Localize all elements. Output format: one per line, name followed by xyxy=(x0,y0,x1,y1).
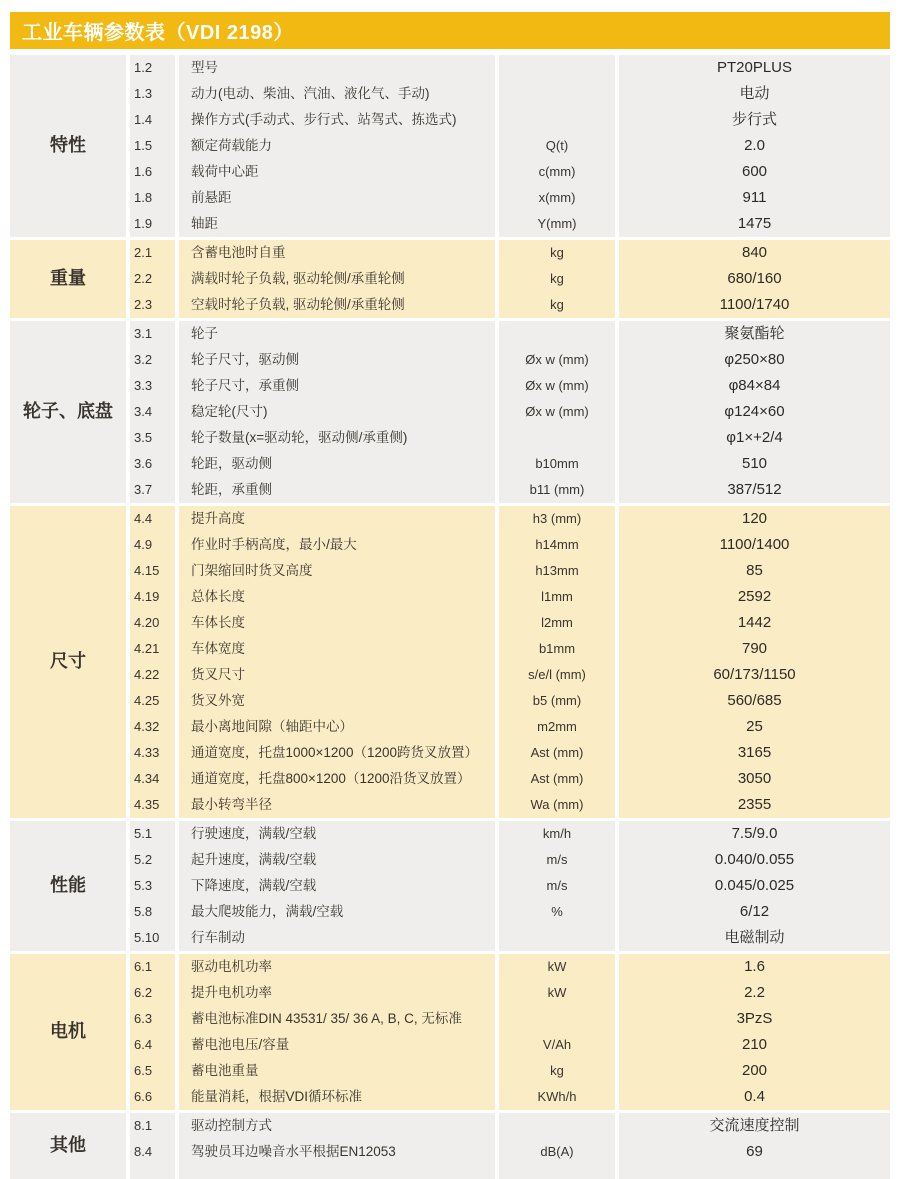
row-number: 3.4 xyxy=(130,399,175,425)
row-value: 69 xyxy=(619,1139,890,1165)
row-unit: % xyxy=(499,899,615,925)
row-unit: km/h xyxy=(499,821,615,847)
row-unit: b1mm xyxy=(499,636,615,662)
row-unit: Ast (mm) xyxy=(499,740,615,766)
row-description: 车体宽度 xyxy=(179,636,495,662)
row-number: 3.6 xyxy=(130,451,175,477)
row-description: 动力(电动、柴油、汽油、液化气、手动) xyxy=(179,81,495,107)
row-number: 1.4 xyxy=(130,107,175,133)
row-description: 含蓄电池时自重 xyxy=(179,240,495,266)
row-description: 操作方式(手动式、步行式、站驾式、拣选式) xyxy=(179,107,495,133)
row-number: 4.19 xyxy=(130,584,175,610)
row-number: 4.20 xyxy=(130,610,175,636)
row-description: 提升电机功率 xyxy=(179,980,495,1006)
row-number: 6.1 xyxy=(130,954,175,980)
row-description: 轮距，驱动侧 xyxy=(179,451,495,477)
row-unit: x(mm) xyxy=(499,185,615,211)
row-value: 2592 xyxy=(619,584,890,610)
row-value: 200 xyxy=(619,1058,890,1084)
table-section xyxy=(10,1113,890,1179)
row-unit: s/e/l (mm) xyxy=(499,662,615,688)
row-number: 4.35 xyxy=(130,792,175,818)
row-unit xyxy=(499,55,615,81)
row-unit: kg xyxy=(499,1058,615,1084)
row-value: 步行式 xyxy=(619,107,890,133)
row-value: 2.2 xyxy=(619,980,890,1006)
row-value: 1475 xyxy=(619,211,890,237)
row-unit xyxy=(499,81,615,107)
table-section xyxy=(10,240,890,318)
row-value: 790 xyxy=(619,636,890,662)
row-value: φ84×84 xyxy=(619,373,890,399)
row-value: 0.045/0.025 xyxy=(619,873,890,899)
row-description: 轮子尺寸，承重侧 xyxy=(179,373,495,399)
row-number: 8.4 xyxy=(130,1139,175,1165)
row-value: 911 xyxy=(619,185,890,211)
row-number: 4.34 xyxy=(130,766,175,792)
row-value: 0.4 xyxy=(619,1084,890,1110)
row-unit: h3 (mm) xyxy=(499,506,615,532)
row-description: 提升高度 xyxy=(179,506,495,532)
row-value: 120 xyxy=(619,506,890,532)
section-label: 电机 xyxy=(10,954,126,1110)
row-number: 4.22 xyxy=(130,662,175,688)
row-description: 货叉尺寸 xyxy=(179,662,495,688)
row-description: 稳定轮(尺寸) xyxy=(179,399,495,425)
row-number: 5.8 xyxy=(130,899,175,925)
row-unit: Øx w (mm) xyxy=(499,347,615,373)
row-value: 3PzS xyxy=(619,1006,890,1032)
row-unit: Wa (mm) xyxy=(499,792,615,818)
row-number: 3.2 xyxy=(130,347,175,373)
row-unit xyxy=(499,321,615,347)
table-section xyxy=(10,954,890,1110)
row-description: 空载时轮子负载, 驱动轮侧/承重轮侧 xyxy=(179,292,495,318)
row-number: 6.4 xyxy=(130,1032,175,1058)
row-value: 600 xyxy=(619,159,890,185)
table-section xyxy=(10,506,890,818)
row-unit: h13mm xyxy=(499,558,615,584)
row-value: 25 xyxy=(619,714,890,740)
row-unit: m/s xyxy=(499,873,615,899)
row-value: 聚氨酯轮 xyxy=(619,321,890,347)
row-unit: l2mm xyxy=(499,610,615,636)
row-unit: b10mm xyxy=(499,451,615,477)
row-value: 387/512 xyxy=(619,477,890,503)
spec-table xyxy=(10,55,890,1179)
table-header-band xyxy=(10,12,890,49)
row-unit: c(mm) xyxy=(499,159,615,185)
row-value: 840 xyxy=(619,240,890,266)
row-number: 1.8 xyxy=(130,185,175,211)
row-number: 5.10 xyxy=(130,925,175,951)
row-unit: m2mm xyxy=(499,714,615,740)
row-value: 3050 xyxy=(619,766,890,792)
row-value: 电动 xyxy=(619,81,890,107)
page-title: 工业车辆参数表（VDI 2198） xyxy=(22,22,294,44)
row-description: 车体长度 xyxy=(179,610,495,636)
row-unit: h14mm xyxy=(499,532,615,558)
row-unit: Y(mm) xyxy=(499,211,615,237)
row-number: 1.3 xyxy=(130,81,175,107)
row-value: 6/12 xyxy=(619,899,890,925)
row-number: 2.2 xyxy=(130,266,175,292)
row-unit xyxy=(499,107,615,133)
row-value: 510 xyxy=(619,451,890,477)
row-value: 2355 xyxy=(619,792,890,818)
row-number: 1.6 xyxy=(130,159,175,185)
row-unit: b5 (mm) xyxy=(499,688,615,714)
row-unit: kg xyxy=(499,266,615,292)
row-value: 680/160 xyxy=(619,266,890,292)
row-number: 1.5 xyxy=(130,133,175,159)
row-value: φ250×80 xyxy=(619,347,890,373)
row-number: 4.9 xyxy=(130,532,175,558)
row-unit: dB(A) xyxy=(499,1139,615,1165)
row-description: 下降速度，满载/空载 xyxy=(179,873,495,899)
row-number: 6.5 xyxy=(130,1058,175,1084)
row-description: 轮距，承重侧 xyxy=(179,477,495,503)
row-number: 3.7 xyxy=(130,477,175,503)
row-description: 驱动电机功率 xyxy=(179,954,495,980)
row-value: φ1×+2/4 xyxy=(619,425,890,451)
row-unit: Øx w (mm) xyxy=(499,399,615,425)
row-value: 1100/1400 xyxy=(619,532,890,558)
row-unit: m/s xyxy=(499,847,615,873)
row-number: 4.25 xyxy=(130,688,175,714)
table-section xyxy=(10,321,890,503)
row-number: 6.6 xyxy=(130,1084,175,1110)
row-value: 60/173/1150 xyxy=(619,662,890,688)
row-description: 行驶速度，满载/空载 xyxy=(179,821,495,847)
row-number: 4.32 xyxy=(130,714,175,740)
row-number: 6.2 xyxy=(130,980,175,1006)
row-number: 4.15 xyxy=(130,558,175,584)
row-description: 蓄电池电压/容量 xyxy=(179,1032,495,1058)
row-description: 轮子尺寸，驱动侧 xyxy=(179,347,495,373)
row-unit xyxy=(499,1006,615,1032)
row-description: 驱动控制方式 xyxy=(179,1113,495,1139)
row-description: 最大爬坡能力，满载/空载 xyxy=(179,899,495,925)
row-unit: b11 (mm) xyxy=(499,477,615,503)
row-description: 行车制动 xyxy=(179,925,495,951)
row-value: 2.0 xyxy=(619,133,890,159)
row-number: 3.1 xyxy=(130,321,175,347)
row-unit xyxy=(499,425,615,451)
section-label: 轮子、底盘 xyxy=(10,321,126,503)
row-value: 7.5/9.0 xyxy=(619,821,890,847)
row-number: 4.33 xyxy=(130,740,175,766)
row-value: PT20PLUS xyxy=(619,55,890,81)
row-description: 最小离地间隙（轴距中心） xyxy=(179,714,495,740)
row-number: 5.1 xyxy=(130,821,175,847)
row-description: 蓄电池标准DIN 43531/ 35/ 36 A, B, C, 无标准 xyxy=(179,1006,495,1032)
section-label: 重量 xyxy=(10,240,126,318)
row-description: 蓄电池重量 xyxy=(179,1058,495,1084)
row-number: 2.3 xyxy=(130,292,175,318)
section-label: 特性 xyxy=(10,55,126,237)
row-unit: kW xyxy=(499,980,615,1006)
row-description: 轮子 xyxy=(179,321,495,347)
row-description: 门架缩回时货叉高度 xyxy=(179,558,495,584)
row-description: 前悬距 xyxy=(179,185,495,211)
row-description: 货叉外宽 xyxy=(179,688,495,714)
row-value: φ124×60 xyxy=(619,399,890,425)
row-unit: Ast (mm) xyxy=(499,766,615,792)
row-description: 轴距 xyxy=(179,211,495,237)
row-description: 轮子数量(x=驱动轮，驱动侧/承重侧) xyxy=(179,425,495,451)
row-number: 4.21 xyxy=(130,636,175,662)
row-unit: kW xyxy=(499,954,615,980)
row-description: 作业时手柄高度，最小/最大 xyxy=(179,532,495,558)
row-number: 2.1 xyxy=(130,240,175,266)
table-section xyxy=(10,821,890,951)
row-number: 1.2 xyxy=(130,55,175,81)
row-description: 满载时轮子负载, 驱动轮侧/承重轮侧 xyxy=(179,266,495,292)
row-description: 起升速度，满载/空载 xyxy=(179,847,495,873)
row-description: 通道宽度，托盘800×1200（1200沿货叉放置） xyxy=(179,766,495,792)
row-value: 85 xyxy=(619,558,890,584)
table-section xyxy=(10,55,890,237)
row-unit: Øx w (mm) xyxy=(499,373,615,399)
section-label: 性能 xyxy=(10,821,126,951)
section-label: 尺寸 xyxy=(10,506,126,818)
row-unit: l1mm xyxy=(499,584,615,610)
row-number: 8.1 xyxy=(130,1113,175,1139)
row-description: 总体长度 xyxy=(179,584,495,610)
row-unit: kg xyxy=(499,240,615,266)
row-unit: kg xyxy=(499,292,615,318)
row-number: 3.5 xyxy=(130,425,175,451)
section-label: 其他 xyxy=(10,1113,126,1179)
row-value: 1100/1740 xyxy=(619,292,890,318)
row-value: 交流速度控制 xyxy=(619,1113,890,1139)
row-description: 载荷中心距 xyxy=(179,159,495,185)
row-number: 5.3 xyxy=(130,873,175,899)
row-value: 3165 xyxy=(619,740,890,766)
row-value: 电磁制动 xyxy=(619,925,890,951)
row-value: 1442 xyxy=(619,610,890,636)
row-number: 5.2 xyxy=(130,847,175,873)
row-value: 210 xyxy=(619,1032,890,1058)
row-unit xyxy=(499,1113,615,1139)
row-number: 6.3 xyxy=(130,1006,175,1032)
row-description: 通道宽度，托盘1000×1200（1200跨货叉放置） xyxy=(179,740,495,766)
row-number: 3.3 xyxy=(130,373,175,399)
row-unit xyxy=(499,925,615,951)
row-value: 0.040/0.055 xyxy=(619,847,890,873)
row-value: 560/685 xyxy=(619,688,890,714)
row-number: 1.9 xyxy=(130,211,175,237)
row-unit: V/Ah xyxy=(499,1032,615,1058)
row-description: 最小转弯半径 xyxy=(179,792,495,818)
row-description: 额定荷载能力 xyxy=(179,133,495,159)
row-unit: Q(t) xyxy=(499,133,615,159)
row-value: 1.6 xyxy=(619,954,890,980)
row-description: 型号 xyxy=(179,55,495,81)
row-description: 驾驶员耳边噪音水平根据EN12053 xyxy=(179,1139,495,1165)
row-description: 能量消耗，根据VDI循环标准 xyxy=(179,1084,495,1110)
row-number: 4.4 xyxy=(130,506,175,532)
row-unit: KWh/h xyxy=(499,1084,615,1110)
